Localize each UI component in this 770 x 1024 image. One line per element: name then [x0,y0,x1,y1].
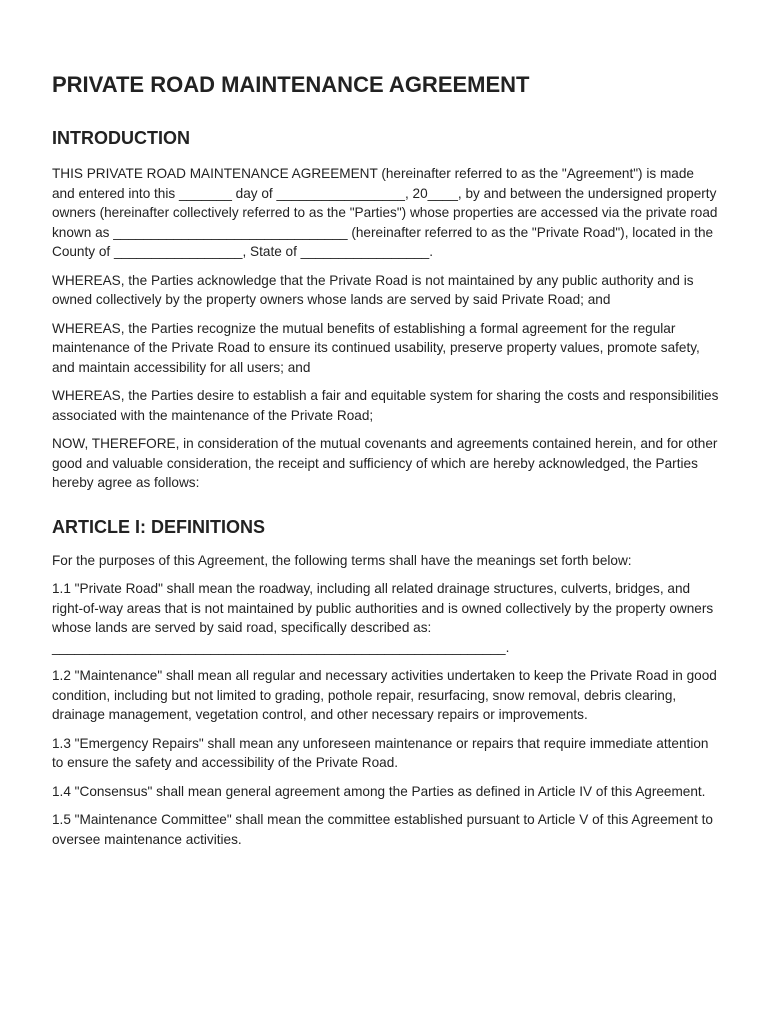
introduction-heading: INTRODUCTION [52,128,190,148]
article-1-heading: ARTICLE I: DEFINITIONS [52,516,265,537]
intro-paragraph-3: WHEREAS, the Parties recognize the mutual benefits of establishing a formal agreement for the regular maintenance of the Private Road to ensure its continued usability, preserve property values, promote safety, and maintain accessibility for all users; and [52,320,700,375]
article-1-intro-paragraph: For the purposes of this Agreement, the following terms shall have the meanings set forth below: [52,552,632,568]
definition-1-1: 1.1 "Private Road" shall mean the roadway, including all related drainage structures, culverts, bridges, and right-of-way areas that is not maintained by public authorities and is owned collectively by the property owners whose lands are served by said road, specifically described as: ____________________________________________________________. [52,581,714,655]
intro-paragraph-4: WHEREAS, the Parties desire to establish a fair and equitable system for sharing the costs and responsibilities associated with the maintenance of the Private Road; [52,388,719,423]
definition-1-5: 1.5 "Maintenance Committee" shall mean the committee established pursuant to Article V of this Agreement to oversee maintenance activities. [52,812,713,847]
definition-1-4: 1.4 "Consensus" shall mean general agreement among the Parties as defined in Article IV of this Agreement. [52,783,706,799]
document-title: PRIVATE ROAD MAINTENANCE AGREEMENT [52,72,530,97]
definition-1-2: 1.2 "Maintenance" shall mean all regular and necessary activities undertaken to keep the Private Road in good condition, including but not limited to grading, pothole repair, resurfacing, snow removal, debris clearing, drainage management, vegetation control, and other necessary repairs or improvements. [52,668,717,722]
intro-paragraph-1: THIS PRIVATE ROAD MAINTENANCE AGREEMENT (hereinafter referred to as the "Agreement") is made and entered into this _______ day of _________________, 20____, by and between the undersigned property owners (hereinafter collectively referred to as the "Parties") whose properties are accessed via the private road known as _______________________________ (hereinafter referred to as the "Private Road"), located in the County of _________________, State of _________________. [52,166,718,259]
intro-paragraph-2: WHEREAS, the Parties acknowledge that the Private Road is not maintained by any public authority and is owned collectively by the property owners whose lands are served by said Private Road; and [52,272,694,307]
definition-1-3: 1.3 "Emergency Repairs" shall mean any unforeseen maintenance or repairs that require immediate attention to ensure the safety and accessibility of the Private Road. [52,735,709,770]
intro-paragraph-5: NOW, THEREFORE, in consideration of the mutual covenants and agreements contained herein, and for other good and valuable consideration, the receipt and sufficiency of which are hereby acknowledged, the Parties hereby agree as follows: [52,436,718,490]
